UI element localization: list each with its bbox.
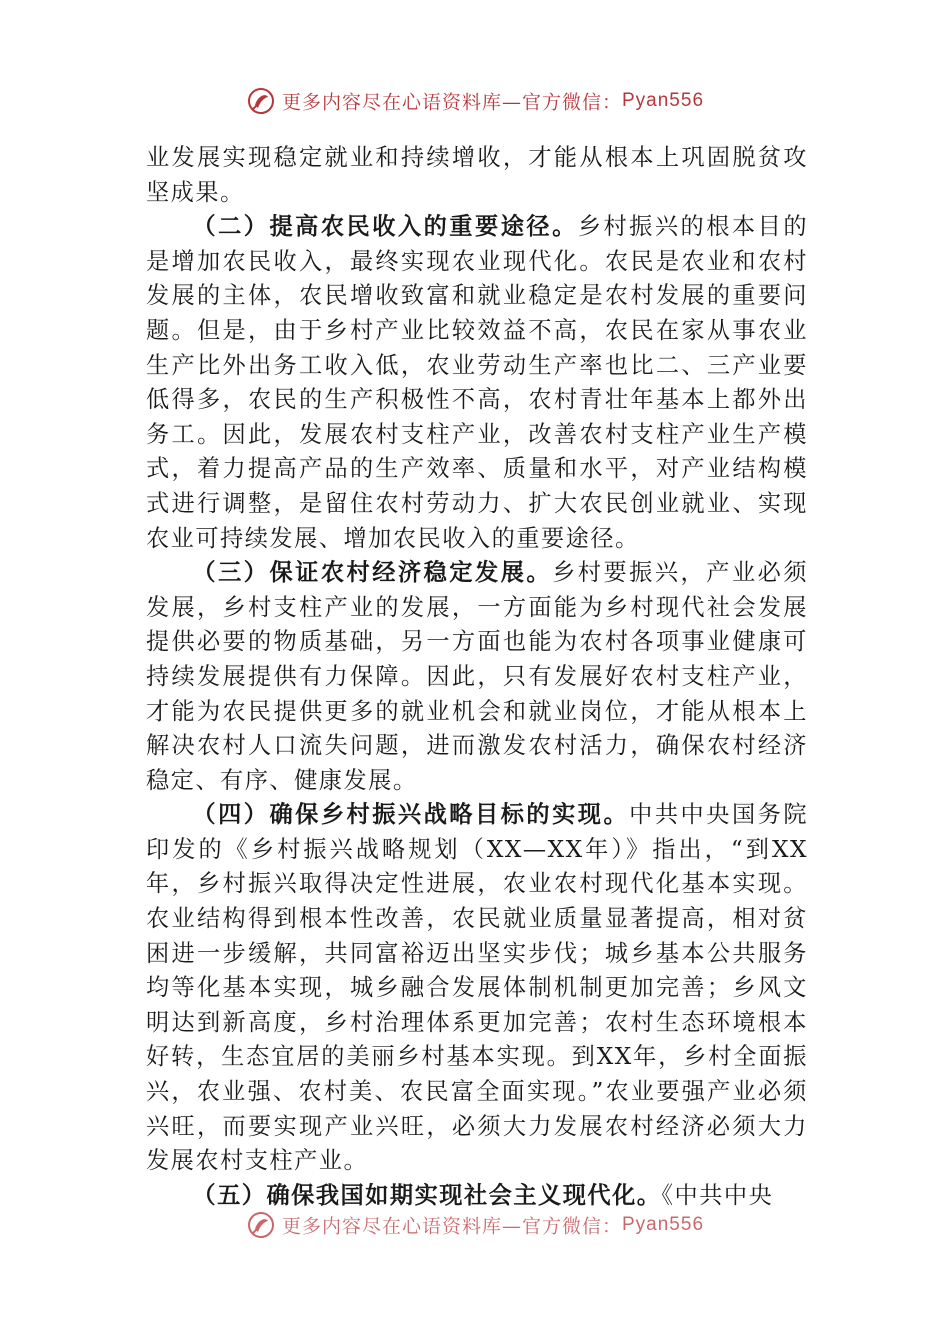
- paragraph-body: 《中共中央: [661, 1181, 774, 1209]
- header-watermark: [0, 86, 950, 120]
- footer-watermark: [0, 1210, 950, 1244]
- paragraph: [146, 1179, 808, 1214]
- logo-icon: [246, 1210, 276, 1240]
- paragraph-body: 中共中央国务院印发的《乡村振兴战略规划（XX—XX年）》指出，“到XX年，乡村振兴取得决定性进展，农业农村现代化基本实现。农业结构得到根本性改善，农民就业质量显著提高，相对贫困进一步缓解，共同富裕迈出坚实步伐；城乡基本公共服务均等化基本实现，城乡融合发展体制机制更加完善；乡风文明达到新高度，乡村治理体系更加完善；农村生态环境根本好转，生态宜居的美丽乡村基本实现。到XX年，乡村全面振兴，农业强、农村美、农民富全面实现。”农业要强产业必须兴旺，而要实现产业兴旺，必须大力发展农村经济必须大力发展农村支柱产业。: [146, 801, 809, 1175]
- paragraph-body: 乡村振兴的根本目的是增加农民收入，最终实现农业现代化。农民是农业和农村发展的主体，农民增收致富和就业稳定是农村发展的重要问题。但是，由于乡村产业比较效益不高，农民在家从事农业生产比外出务工收入低，农业劳动生产率也比二、三产业要低得多，农民的生产积极性不高，农村青壮年基本上都外出务工。因此，发展农村支柱产业，改善农村支柱产业生产模式，着力提高产品的生产效率、质量和水平，对产业结构模式进行调整，是留住农村劳动力、扩大农民创业就业、实现农业可持续发展、增加农民收入的重要途径。: [146, 213, 809, 552]
- watermark-id: Pyan556: [622, 90, 705, 111]
- paragraph-body: 业发展实现稳定就业和持续增收，才能从根本上巩固脱贫攻坚成果。: [146, 144, 808, 206]
- section-heading: （三）保证农村经济稳定发展。: [192, 559, 553, 587]
- logo-icon: [246, 86, 276, 116]
- paragraph: [146, 210, 808, 556]
- paragraph: [146, 556, 808, 798]
- section-heading: （二）提高农民收入的重要途径。: [192, 213, 578, 241]
- document-body: [146, 141, 808, 1213]
- section-heading: （五）确保我国如期实现社会主义现代化。: [192, 1181, 662, 1209]
- watermark-text: 更多内容尽在心语资料库—官方微信：: [281, 1215, 622, 1238]
- watermark-id: Pyan556: [622, 1214, 705, 1235]
- watermark-text: 更多内容尽在心语资料库—官方微信：: [281, 91, 622, 114]
- paragraph-body: 乡村要振兴，产业必须发展，乡村支柱产业的发展，一方面能为乡村现代社会发展提供必要的物质基础，另一方面也能为农村各项事业健康可持续发展提供有力保障。因此，只有发展好农村支柱产业，才能为农民提供更多的就业机会和就业岗位，才能从根本上解决农村人口流失问题，进而激发农村活力，确保农村经济稳定、有序、健康发展。: [146, 559, 809, 794]
- section-heading: （四）确保乡村振兴战略目标的实现。: [192, 801, 630, 829]
- paragraph: [146, 798, 808, 1179]
- paragraph: [146, 141, 808, 210]
